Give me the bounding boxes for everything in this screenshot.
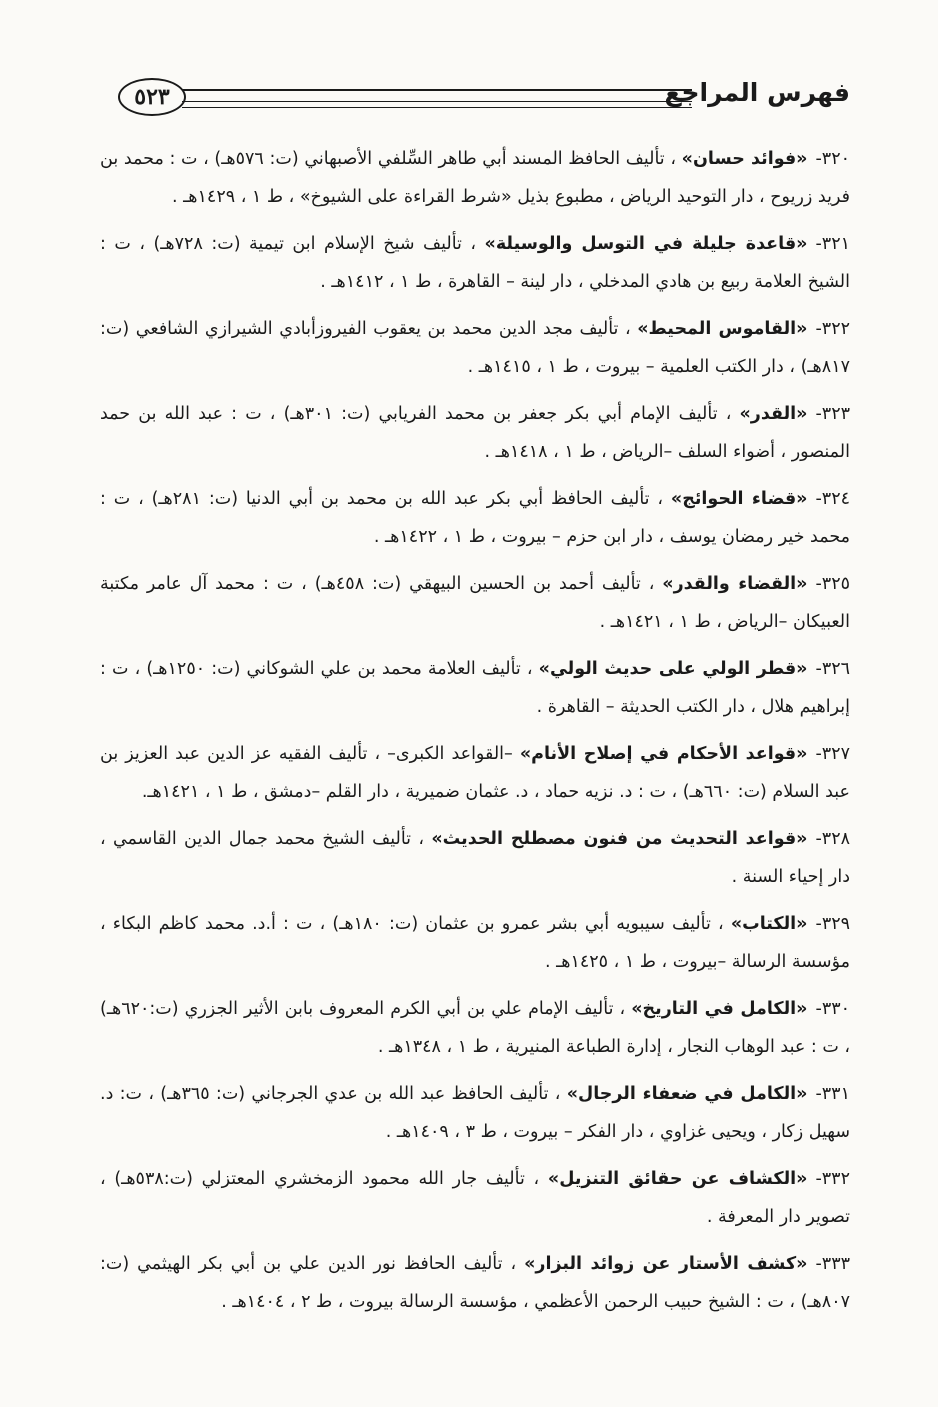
reference-details: ، تأليف الإمام أبي بكر جعفر بن محمد الفريابي (ت: ٣٠١هـ) ، ت : عبد الله بن حمد المنصور ، أضواء السلف –الرياض ، ط ١ ، ١٤١٨هـ . [100, 404, 850, 462]
reference-entry [100, 1075, 850, 1151]
reference-title: «قاعدة جليلة في التوسل والوسيلة» [484, 234, 808, 254]
reference-title: «كشف الأستار عن زوائد البزار» [524, 1254, 808, 1274]
reference-details: ، تأليف شيخ الإسلام ابن تيمية (ت: ٧٢٨هـ) ، ت : الشيخ العلامة ربيع بن هادي المدخلي ، دار لينة – القاهرة ، ط ١ ، ١٤١٢هـ . [100, 234, 850, 292]
references-list [100, 140, 850, 1367]
reference-number: ٣٢٢- [815, 319, 850, 339]
reference-details: ، تأليف الحافظ المسند أبي طاهر السِّلفي الأصبهاني (ت: ٥٧٦هـ) ، ت : محمد بن فريد زريوح ، دار التوحيد الرياض ، مطبوع بذيل «شرط القراءة على الشيوخ» ، ط ١ ، ١٤٢٩هـ . [100, 149, 850, 207]
reference-details: ، تأليف سيبويه أبي بشر عمرو بن عثمان (ت: ١٨٠هـ) ، ت : أ.د. محمد كاظم البكاء ، مؤسسة الرسالة –بيروت ، ط ١ ، ١٤٢٥هـ . [100, 914, 850, 972]
header-rule-thin [182, 107, 692, 108]
reference-entry [100, 1160, 850, 1236]
reference-entry [100, 480, 850, 556]
page-title: فهرس المراجع [664, 78, 850, 107]
reference-details: ، تأليف العلامة محمد بن علي الشوكاني (ت: ١٢٥٠هـ) ، ت : إبراهيم هلال ، دار الكتب الحديثة – القاهرة . [100, 659, 850, 717]
reference-title: «فوائد حسان» [681, 149, 808, 169]
reference-entry [100, 140, 850, 216]
reference-details: ، تأليف الحافظ أبي بكر عبد الله بن محمد بن أبي الدنيا (ت: ٢٨١هـ) ، ت : محمد خير رمضان يوسف ، دار ابن حزم – بيروت ، ط ١ ، ١٤٢٢هـ . [100, 489, 850, 547]
reference-title: «قطر الولي على حديث الولي» [538, 659, 808, 679]
reference-title: «القاموس المحيط» [637, 319, 808, 339]
page-number: ٥٢٣ [118, 78, 186, 116]
reference-details: ، تأليف الإمام علي بن أبي الكرم المعروف بابن الأثير الجزري (ت:٦٢٠هـ) ، ت : عبد الوهاب النجار ، إدارة الطباعة المنيرية ، ط ١ ، ١٣٤٨هـ . [100, 999, 850, 1057]
reference-details: ، تأليف الحافظ نور الدين علي بن أبي بكر الهيثمي (ت: ٨٠٧هـ) ، ت : الشيخ حبيب الرحمن الأعظمي ، مؤسسة الرسالة بيروت ، ط ٢ ، ١٤٠٤هـ . [100, 1254, 850, 1312]
reference-title: «الكامل في التاريخ» [631, 999, 808, 1019]
reference-number: ٣٢٨- [815, 829, 850, 849]
reference-number: ٣٣١- [815, 1084, 850, 1104]
reference-number: ٣٣٢- [815, 1169, 850, 1189]
reference-details: ، تأليف جار الله محمود الزمخشري المعتزلي (ت:٥٣٨هـ) ، تصوير دار المعرفة . [100, 1169, 850, 1227]
reference-entry [100, 565, 850, 641]
reference-number: ٣٢٤- [815, 489, 850, 509]
reference-details: ، تأليف مجد الدين محمد بن يعقوب الفيروزأبادي الشيرازي الشافعي (ت: ٨١٧هـ) ، دار الكتب العلمية – بيروت ، ط ١ ، ١٤١٥هـ . [100, 319, 850, 377]
reference-title: «قواعد التحديث من فنون مصطلح الحديث» [431, 829, 808, 849]
reference-number: ٣٢٧- [815, 744, 850, 764]
reference-title: «القضاء والقدر» [662, 574, 808, 594]
reference-number: ٣٢٥- [815, 574, 850, 594]
reference-entry [100, 1245, 850, 1321]
reference-title: «الكامل في ضعفاء الرجال» [566, 1084, 808, 1104]
reference-details: ، تأليف الشيخ محمد جمال الدين القاسمي ، دار إحياء السنة . [100, 829, 850, 887]
reference-number: ٣٣٣- [815, 1254, 850, 1274]
reference-entry [100, 990, 850, 1066]
reference-number: ٣٣٠- [815, 999, 850, 1019]
reference-entry [100, 735, 850, 811]
reference-title: «قواعد الأحكام في إصلاح الأنام» [519, 744, 808, 764]
reference-entry [100, 310, 850, 386]
reference-number: ٣٢٦- [815, 659, 850, 679]
reference-title: «الكتاب» [730, 914, 808, 934]
reference-entry [100, 820, 850, 896]
reference-title: «قضاء الحوائج» [670, 489, 808, 509]
reference-details: –القواعد الكبرى– ، تأليف الفقيه عز الدين عبد العزيز بن عبد السلام (ت: ٦٦٠هـ) ، ت : د. نزيه حماد ، د. عثمان ضميرية ، دار القلم –دمشق ، ط ١ ، ١٤٢١هـ. [100, 744, 850, 802]
reference-title: «الكشاف عن حقائق التنزيل» [547, 1169, 808, 1189]
reference-entry [100, 225, 850, 301]
header-rule [182, 89, 692, 102]
reference-details: ، تأليف أحمد بن الحسين البيهقي (ت: ٤٥٨هـ) ، ت : محمد آل عامر مكتبة العبيكان –الرياض ، ط ١ ، ١٤٢١هـ . [100, 574, 850, 632]
reference-number: ٣٢١- [815, 234, 850, 254]
reference-number: ٣٢٩- [815, 914, 850, 934]
page-header [118, 72, 850, 128]
reference-entry [100, 395, 850, 471]
reference-title: «القدر» [739, 404, 808, 424]
reference-number: ٣٢٠- [815, 149, 850, 169]
reference-details: ، تأليف الحافظ عبد الله بن عدي الجرجاني (ت: ٣٦٥هـ) ، ت: د. سهيل زكار ، ويحيى غزاوي ، دار الفكر – بيروت ، ط ٣ ، ١٤٠٩هـ . [100, 1084, 850, 1142]
reference-number: ٣٢٣- [815, 404, 850, 424]
reference-entry [100, 650, 850, 726]
reference-entry [100, 905, 850, 981]
